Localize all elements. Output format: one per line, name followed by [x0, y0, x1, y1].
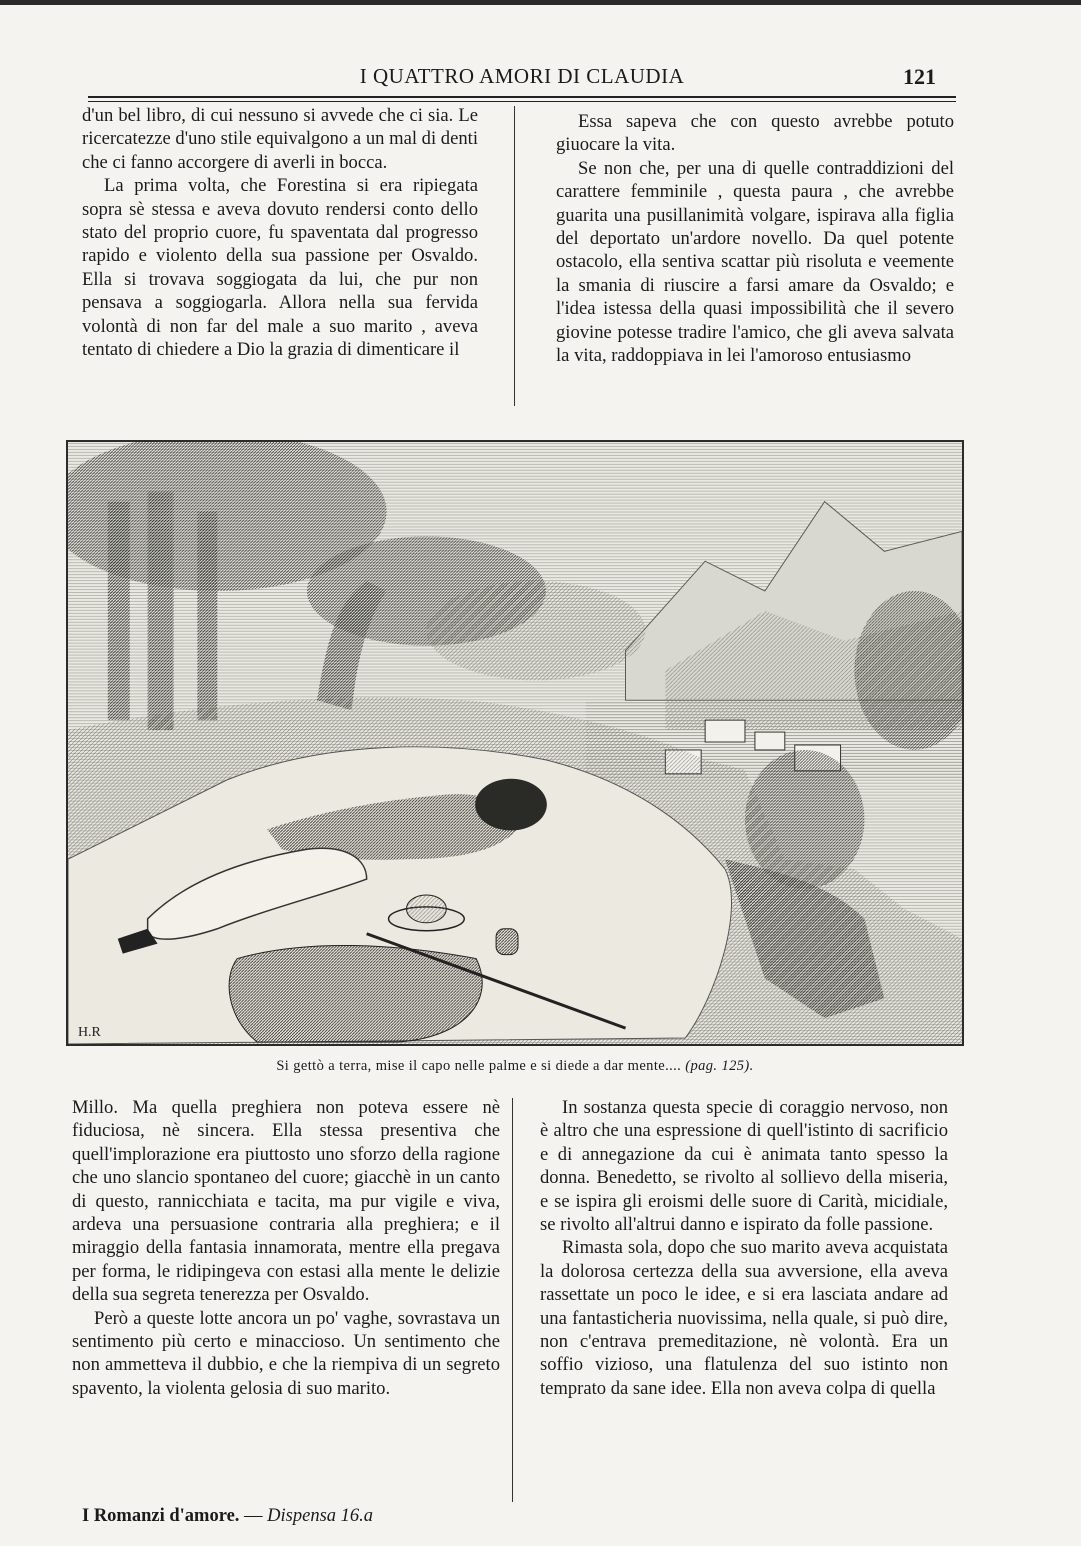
paragraph: Però a queste lotte ancora un po' vaghe, sovrastava un sentimento più certo e minaccioso. Un sentimento che non ammetteva il dubbio, e che la riempiva di un segreto spavento, la violenta gelosia di suo marito. [72, 1307, 500, 1399]
column-bottom-right [540, 1096, 948, 1400]
coat-on-ground [229, 945, 482, 1042]
column-top-right [556, 110, 954, 367]
paragraph: Se non che, per una di quelle contraddizioni del carattere femminile , questa paura , che avrebbe guarita una pusillanimità volgare, ispirava alla figlia del deportato un'ardore novello. Da quel potente ostacolo, ella sentiva scattar più risoluta e veemente la smania di riuscire a farsi amare da Osvaldo; e l'idea istessa della quasi impossibilità che il severo giovine potesse tradire l'amico, che gli aveva salvata la vita, raddoppiava in lei l'amoroso entusiasmo [556, 157, 954, 367]
column-divider-top [514, 106, 515, 406]
column-bottom-left [72, 1096, 500, 1400]
paragraph: Essa sapeva che con questo avrebbe potuto giuocare la vita. [556, 111, 954, 156]
caption-page-reference: (pag. 125). [685, 1058, 754, 1074]
running-header [88, 62, 956, 94]
paragraph: Millo. Ma quella preghiera non poteva essere nè fiduciosa, nè sincera. Ella stessa presentiva che quell'implorazione era piuttosto uno sforzo della ragione che uno slancio spontaneo del cuore; giacchè in un canto di questo, rannicchiata e tacita, ma pur vigile e viva, ardeva una persuasione contraria alla preghiera; e il miraggio della fantasia innamorata, mentre ella pregava per forma, le ridipingeva con estasi alla mente le delizie della sua segreta tenerezza per Osvaldo. [72, 1097, 500, 1306]
scan-top-edge [0, 0, 1081, 5]
paragraph: Rimasta sola, dopo che suo marito aveva acquistata la dolorosa certezza della sua avversione, ella aveva rassettate un poco le idee, e si era lasciata andare ad una fantasticheria nuovissima, nella quale, si può dire, non c'entrava premeditazione, nè volontà. Era un soffio vizioso, una flatulenza del suo istinto non temprato da sane idee. Ella non aveva colpa di quella [540, 1237, 948, 1399]
page-number: 121 [903, 64, 936, 89]
signature-line [82, 1506, 373, 1527]
engraving-scene [68, 442, 962, 1044]
column-top-left [82, 104, 478, 361]
engraver-signature: H.R [77, 1025, 101, 1041]
flask [496, 929, 518, 955]
header-rule [88, 96, 956, 102]
paragraph: In sostanza questa specie di coraggio nervoso, non è altro che una espressione di quell'istinto di sacrificio e di annegazione da cui è animata tanto spesso la donna. Benedetto, se rivolto al sollievo della miseria, e se ispira gli eroismi delle suore di Carità, micidiale, se rivolto all'altrui danno e ispirato da folle passione. [540, 1097, 948, 1236]
column-divider-bottom [512, 1098, 513, 1502]
signature-dash: — [244, 1506, 263, 1526]
caption-text: Si gettò a terra, mise il capo nelle palme e si diede a dar mente.... [276, 1058, 682, 1074]
series-title: I Romanzi d'amore. [82, 1506, 240, 1526]
running-title: I QUATTRO AMORI DI CLAUDIA [359, 64, 685, 88]
paragraph: La prima volta, che Forestina si era ripiegata sopra sè stessa e aveva dovuto rendersi conto dello stato del proprio cuore, fu spaventata dal progresso rapido e violento della sua passione per Osvaldo. Ella si trovava soggiogata da lui, che pur non pensava a soggiogarla. Allora nella sua fervida volontà di non far del male a suo marito , aveva tentato di chiedere a Dio la grazia di dimenticare il [82, 175, 478, 361]
engraving-illustration [66, 440, 964, 1046]
illustration-caption [66, 1058, 964, 1075]
paragraph: d'un bel libro, di cui nessuno si avvede che ci sia. Le ricercatezze d'uno stile equivalgono a un mal di denti che ci fanno accorgere di averli in bocca. [82, 105, 478, 173]
dispensa-number: Dispensa 16.a [267, 1506, 374, 1526]
